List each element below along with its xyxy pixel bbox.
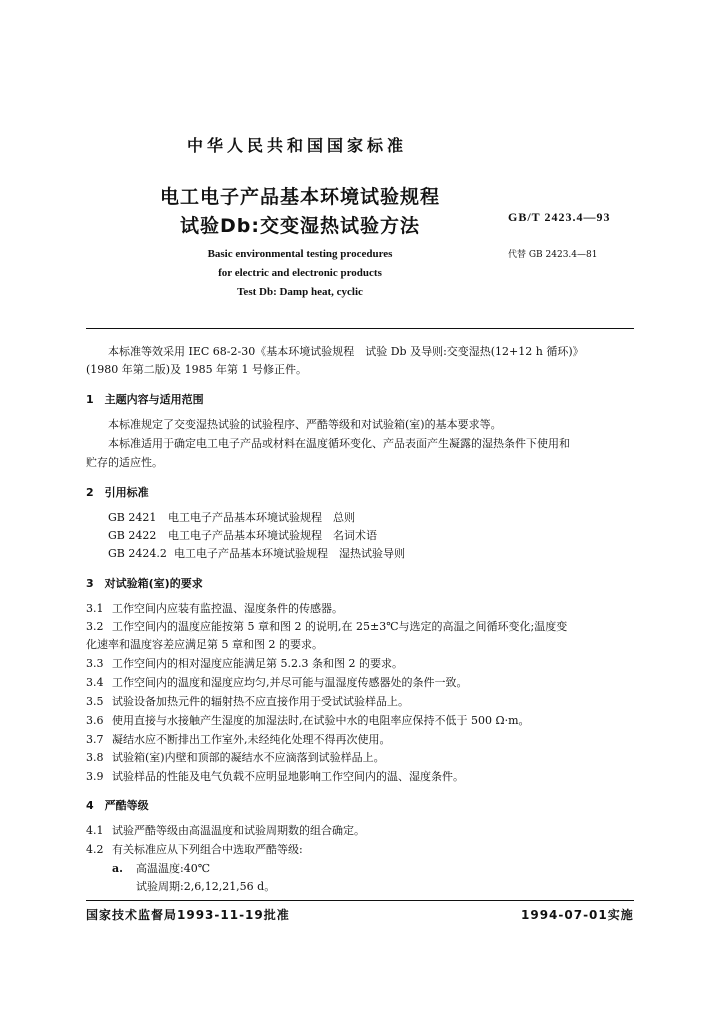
standard-category-title: 中华人民共和国国家标准 bbox=[186, 136, 407, 155]
clause-text: 有关标准应从下列组合中选取严酷等级: bbox=[112, 843, 303, 856]
section1-para1: 本标准规定了交变湿热试验的试验程序、严酷等级和对试验箱(室)的基本要求等。 bbox=[108, 418, 502, 431]
clause-text: 试验箱(室)内壁和顶部的凝结水不应滴落到试验样品上。 bbox=[112, 751, 385, 764]
clause-item bbox=[86, 676, 468, 690]
footer-divider bbox=[86, 900, 634, 901]
clause-item bbox=[86, 733, 391, 747]
clause-number: 3.2 bbox=[86, 620, 104, 633]
subitem-line2: 试验周期:2,6,12,21,56 d。 bbox=[136, 880, 276, 893]
clause-number: 3.8 bbox=[86, 751, 104, 764]
standard-number: GB/T 2423.4—93 bbox=[508, 210, 611, 224]
reference-title: 电工电子产品基本环境试验规程 湿热试验导则 bbox=[174, 547, 405, 560]
clause-number: 3.7 bbox=[86, 733, 104, 746]
implementation-date: 1994-07-01实施 bbox=[521, 908, 634, 922]
clause-continuation: 化速率和温度容差应满足第 5 章和图 2 的要求。 bbox=[86, 638, 323, 651]
section1-heading: 1 主题内容与适用范围 bbox=[86, 393, 204, 406]
clause-number: 3.4 bbox=[86, 676, 104, 689]
clause-text: 试验设备加热元件的辐射热不应直接作用于受试试验样品上。 bbox=[112, 695, 409, 708]
clause-text: 工作空间内的温度和湿度应均匀,并尽可能与温湿度传感器处的条件一致。 bbox=[112, 676, 468, 689]
clause-text: 试验严酷等级由高温温度和试验周期数的组合确定。 bbox=[112, 824, 365, 837]
clause-item bbox=[86, 751, 385, 765]
replaces-standard: 代替 GB 2423.4—81 bbox=[508, 250, 598, 260]
clause-number: 3.1 bbox=[86, 602, 104, 615]
clause-item bbox=[86, 824, 365, 838]
clause-item bbox=[86, 657, 403, 671]
reference-code: GB 2422 bbox=[108, 529, 157, 542]
header-divider bbox=[86, 328, 634, 329]
clause-number: 4.1 bbox=[86, 824, 104, 837]
section2-heading: 2 引用标准 bbox=[86, 486, 149, 499]
clause-item bbox=[86, 714, 530, 728]
intro-line2: (1980 年第二版)及 1985 年第 1 号修正件。 bbox=[86, 363, 308, 376]
reference-code: GB 2424.2 bbox=[108, 547, 167, 560]
subitem-line1: 高温温度:40℃ bbox=[136, 862, 211, 875]
reference-item bbox=[108, 511, 355, 525]
section3-heading: 3 对试验箱(室)的要求 bbox=[86, 577, 203, 590]
section1-para2-line1: 本标准适用于确定电工电子产品或材料在温度循环变化、产品表面产生凝露的湿热条件下使用和 bbox=[108, 437, 570, 450]
clause-text: 凝结水应不断排出工作室外,未经纯化处理不得再次使用。 bbox=[112, 733, 391, 746]
reference-code: GB 2421 bbox=[108, 511, 157, 524]
english-title-line2: for electric and electronic products bbox=[218, 267, 382, 279]
document-title-line1: 电工电子产品基本环境试验规程 bbox=[159, 186, 440, 208]
clause-text: 工作空间内应装有监控温、湿度条件的传感器。 bbox=[112, 602, 343, 615]
reference-title: 电工电子产品基本环境试验规程 名词术语 bbox=[168, 529, 377, 542]
section1-para2-line2: 贮存的适应性。 bbox=[86, 456, 163, 469]
clause-number: 3.5 bbox=[86, 695, 104, 708]
section4-heading: 4 严酷等级 bbox=[86, 799, 149, 812]
clause-item bbox=[86, 602, 343, 616]
english-title-line3: Test Db: Damp heat, cyclic bbox=[237, 286, 363, 298]
clause-text: 试验样品的性能及电气负载不应明显地影响工作空间内的温、湿度条件。 bbox=[112, 770, 464, 783]
clause-item bbox=[86, 770, 464, 784]
clause-item bbox=[86, 620, 567, 634]
clause-number: 4.2 bbox=[86, 843, 104, 856]
subitem-label: a. bbox=[112, 862, 123, 875]
english-title-line1: Basic environmental testing procedures bbox=[207, 248, 393, 260]
clause-text: 使用直接与水接触产生湿度的加湿法时,在试验中水的电阻率应保持不低于 500 Ω·m。 bbox=[112, 714, 530, 727]
clause-number: 3.9 bbox=[86, 770, 104, 783]
reference-item bbox=[108, 529, 377, 543]
clause-text: 工作空间内的温度应能按第 5 章和图 2 的说明,在 25±3℃与选定的高温之间循环变化;温度变 bbox=[112, 620, 568, 633]
reference-title: 电工电子产品基本环境试验规程 总则 bbox=[168, 511, 355, 524]
clause-number: 3.6 bbox=[86, 714, 104, 727]
clause-item bbox=[86, 695, 409, 709]
reference-item bbox=[108, 547, 405, 561]
intro-line1: 本标准等效采用 IEC 68-2-30《基本环境试验规程 试验 Db 及导则:交变湿热(12+12 h 循环)》 bbox=[108, 345, 584, 358]
clause-item bbox=[86, 843, 303, 857]
clause-number: 3.3 bbox=[86, 657, 104, 670]
clause-text: 工作空间内的相对湿度应能满足第 5.2.3 条和图 2 的要求。 bbox=[112, 657, 403, 670]
document-title-line2: 试验Db:交变湿热试验方法 bbox=[180, 215, 420, 237]
approval-date: 国家技术监督局1993-11-19批准 bbox=[86, 908, 290, 922]
